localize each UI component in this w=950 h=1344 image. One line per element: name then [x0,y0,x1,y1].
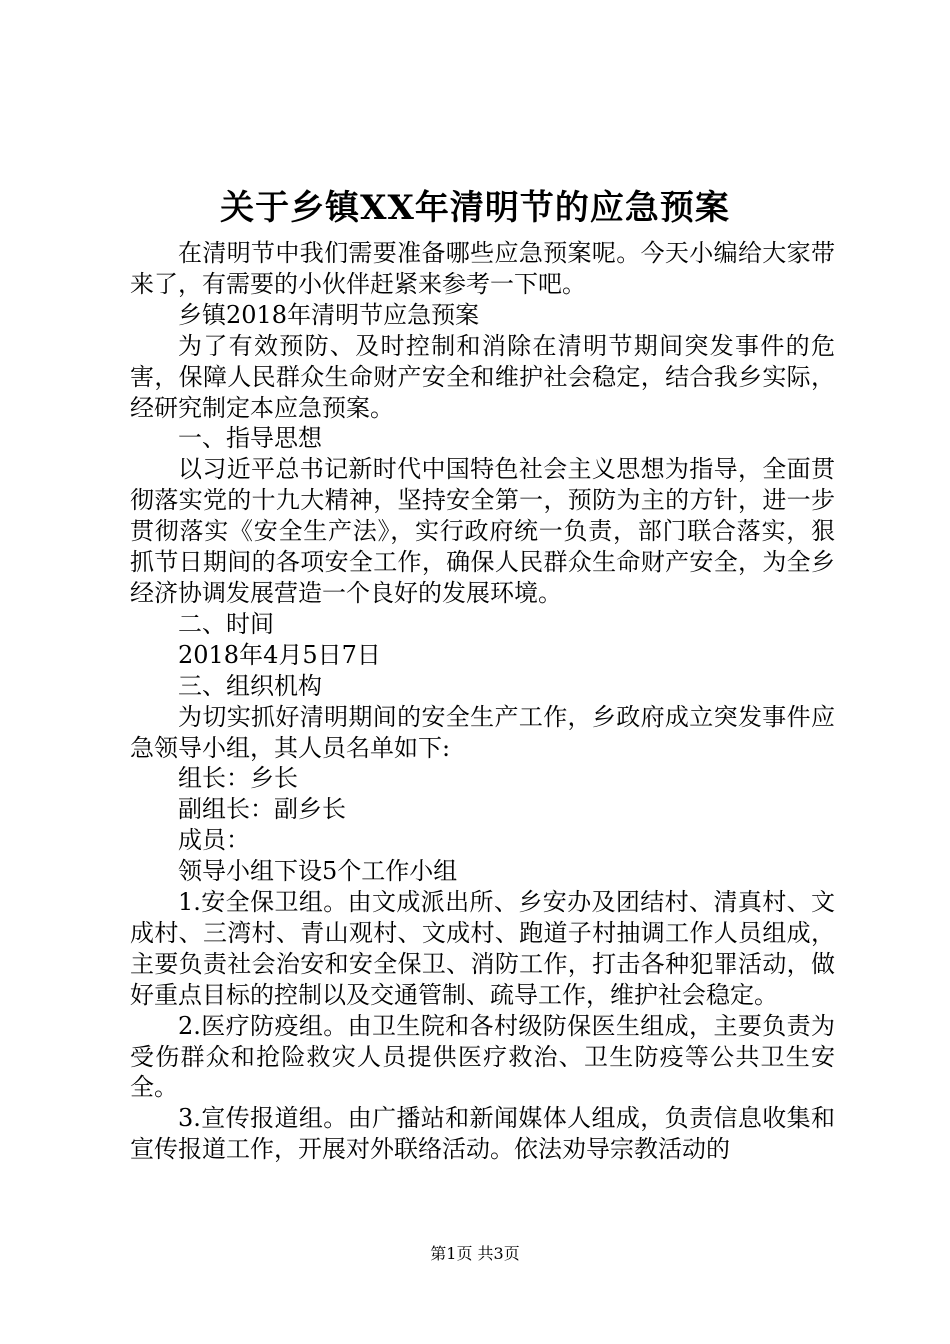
document-body [130,238,835,1165]
organization-paragraph: 为切实抓好清明期间的安全生产工作，乡政府成立突发事件应急领导小组，其人员名单如下: [130,702,835,762]
purpose-paragraph: 为了有效预防、及时控制和消除在清明节期间突发事件的危害，保障人民群众生命财产安全和维护社会稳定，结合我乡实际，经研究制定本应急预案。 [130,331,835,422]
page-footer: 第1页 共3页 [430,1244,520,1263]
group-leader-line: 组长：乡长 [178,764,298,793]
document-title: 关于乡镇XX年清明节的应急预案 [220,188,730,228]
medical-group-paragraph: 2.医疗防疫组。由卫生院和各村级防保医生组成，主要负责为受伤群众和抢险救灾人员提供医疗救治、卫生防疫等公共卫生安全。 [130,1011,835,1102]
security-group-paragraph: 1.安全保卫组。由文成派出所、乡安办及团结村、清真村、文成村、三湾村、青山观村、文成村、跑道子村抽调工作人员组成，主要负责社会治安和安全保卫、消防工作，打击各种犯罪活动，做好重点目标的控制以及交通管制、疏导工作，维护社会稳定。 [130,888,835,1009]
working-groups-line: 领导小组下设5个工作小组 [178,857,458,886]
guiding-ideology-paragraph: 以习近平总书记新时代中国特色社会主义思想为指导，全面贯彻落实党的十九大精神，坚持安全第一，预防为主的方针，进一步贯彻落实《安全生产法》，实行政府统一负责，部门联合落实，狠抓节日期间的各项安全工作，确保人民群众生命财产安全，为全乡经济协调发展营造一个良好的发展环境。 [130,455,835,607]
time-paragraph: 2018年4月5日7日 [178,640,381,669]
section-heading-organization: 三、组织机构 [178,671,322,700]
section-heading-guiding-ideology: 一、指导思想 [178,424,322,453]
deputy-leader-line: 副组长：副乡长 [178,795,346,824]
plan-subtitle: 乡镇2018年清明节应急预案 [178,300,480,329]
section-heading-time: 二、时间 [178,609,274,638]
intro-paragraph: 在清明节中我们需要准备哪些应急预案呢。今天小编给大家带来了，有需要的小伙伴赶紧来参考一下吧。 [130,239,835,298]
publicity-group-paragraph: 3.宣传报道组。由广播站和新闻媒体人组成，负责信息收集和宣传报道工作，开展对外联络活动。依法劝导宗教活动的 [130,1104,835,1164]
members-line: 成员： [178,826,250,855]
